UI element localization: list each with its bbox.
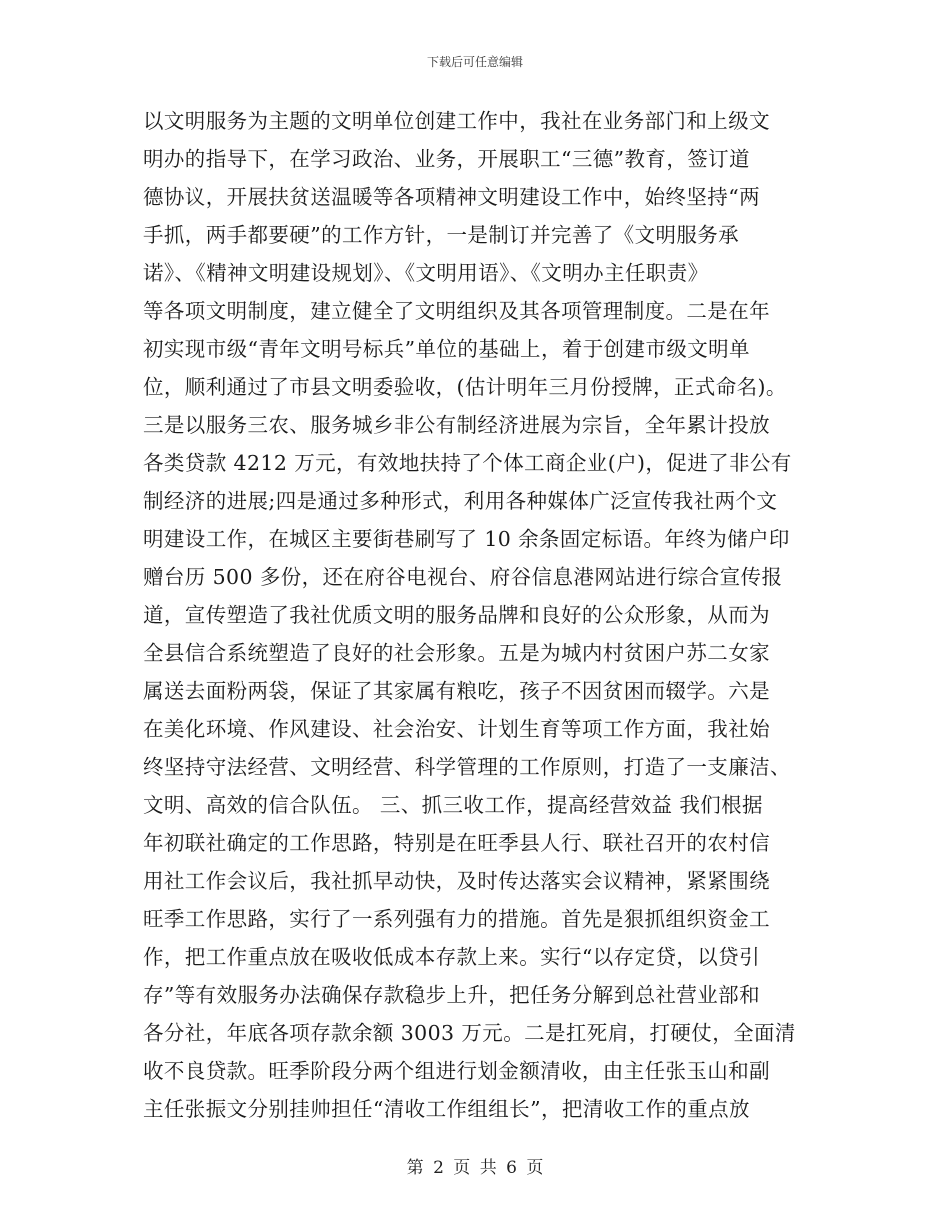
text-line: 文明、高效的信合队伍。 三、抓三收工作，提高经营效益 我们根据 (143, 793, 763, 817)
text-line: 以文明服务为主题的文明单位创建工作中，我社在业务部门和上级文 (143, 109, 770, 133)
text-line: 作，把工作重点放在吸收低成本存款上来。实行“以存定贷，以贷引 (143, 945, 760, 969)
text-line: 各分社，年底各项存款余额 3003 万元。二是扛死肩，打硬仗，全面清 (143, 1021, 796, 1045)
document-body (143, 102, 813, 1128)
text-line: 年初联社确定的工作思路，特别是在旺季县人行、联社召开的农村信 (143, 831, 770, 855)
text-line: 手抓，两手都要硬”的工作方针，一是制订并完善了《文明服务承 (143, 223, 740, 247)
text-line: 各类贷款 4212 万元，有效地扶持了个体工商企业(户)，促进了非公有 (143, 451, 792, 475)
text-line: 属送去面粉两袋，保证了其家属有粮吃，孩子不因贫困而辍学。六是 (143, 679, 770, 703)
text-line: 明办的指导下，在学习政治、业务，开展职工“三德”教育，签订道 (143, 147, 750, 171)
text-line: 位，顺利通过了市县文明委验收，(估计明年三月份授牌，正式命名)。 (143, 375, 787, 399)
text-line: 诺》、《精神文明建设规划》、《文明用语》、《文明办主任职责》 (143, 261, 709, 285)
text-line: 存”等有效服务办法确保存款稳步上升，把任务分解到总社营业部和 (143, 983, 760, 1007)
text-line: 用社工作会议后，我社抓早动快，及时传达落实会议精神，紧紧围绕 (143, 869, 770, 893)
text-line: 德协议，开展扶贫送温暖等各项精神文明建设工作中，始终坚持“两 (143, 185, 760, 209)
text-line: 主任张振文分别挂帅担任“清收工作组组长”，把清收工作的重点放 (143, 1097, 750, 1121)
text-line: 终坚持守法经营、文明经营、科学管理的工作原则，打造了一支廉洁、 (143, 755, 791, 779)
text-line: 赠台历 500 多份，还在府谷电视台、府谷信息港网站进行综合宣传报 (143, 565, 783, 589)
text-line: 旺季工作思路，实行了一系列强有力的措施。首先是狠抓组织资金工 (143, 907, 770, 931)
text-line: 全县信合系统塑造了良好的社会形象。五是为城内村贫困户苏二女家 (143, 641, 770, 665)
text-line: 初实现市级“青年文明号标兵”单位的基础上，着于创建市级文明单 (143, 337, 750, 361)
text-line: 等各项文明制度，建立健全了文明组织及其各项管理制度。二是在年 (143, 299, 770, 323)
text-line: 收不良贷款。旺季阶段分两个组进行划金额清收，由主任张玉山和副 (143, 1059, 770, 1083)
text-line: 在美化环境、作风建设、社会治安、计划生育等项工作方面，我社始 (143, 717, 770, 741)
text-line: 道，宣传塑造了我社优质文明的服务品牌和良好的公众形象，从而为 (143, 603, 770, 627)
text-line: 三是以服务三农、服务城乡非公有制经济进展为宗旨，全年累计投放 (143, 413, 770, 437)
text-line: 制经济的进展;四是通过多种形式，利用各种媒体广泛宣传我社两个文 (143, 489, 778, 513)
text-line: 明建设工作，在城区主要街巷刷写了 10 余条固定标语。年终为储户印 (143, 527, 790, 551)
page-header: 下载后可任意编辑 (426, 55, 523, 69)
page-number: 第 2 页 共 6 页 (406, 1158, 544, 1178)
